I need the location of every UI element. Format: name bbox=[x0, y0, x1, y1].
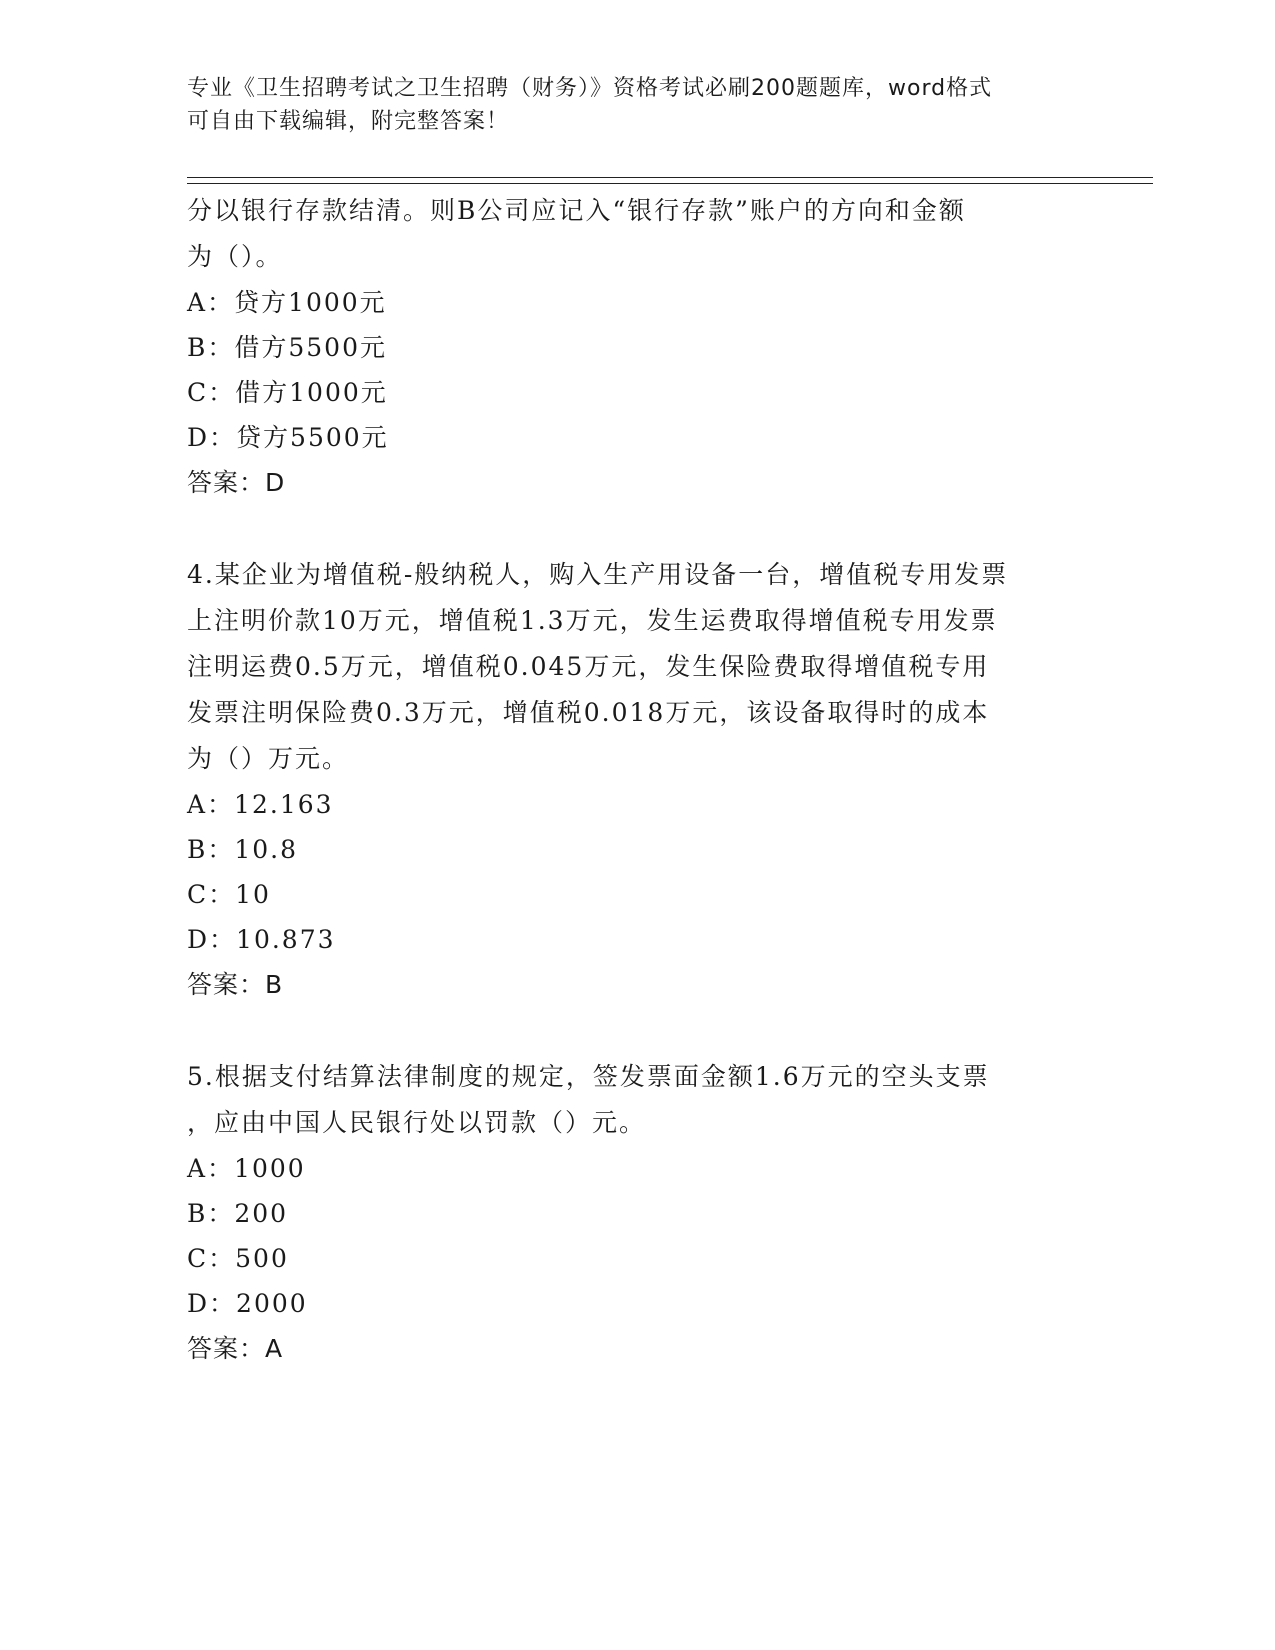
header-line-2: 可自由下载编辑，附完整答案！ bbox=[187, 109, 510, 134]
option-a: A：12.163 bbox=[187, 790, 334, 819]
question-stem-line: 分以银行存款结清。则B公司应记入“银行存款”账户的方向和金额 bbox=[187, 196, 966, 225]
answer-line: 答案：B bbox=[187, 970, 284, 999]
option-b: B：借方5500元 bbox=[187, 333, 387, 362]
option-c: C：500 bbox=[187, 1244, 289, 1273]
question-3 bbox=[187, 188, 1087, 505]
question-stem-line: 4.某企业为增值税-般纳税人，购入生产用设备一台，增值税专用发票 bbox=[187, 560, 1009, 589]
header-rule-bottom bbox=[187, 183, 1153, 184]
option-b: B：10.8 bbox=[187, 835, 299, 864]
option-d: D：10.873 bbox=[187, 925, 336, 954]
question-4 bbox=[187, 552, 1087, 1007]
option-b: B：200 bbox=[187, 1199, 289, 1228]
answer-line: 答案：D bbox=[187, 468, 286, 497]
question-5 bbox=[187, 1054, 1087, 1371]
question-stem-line: 5.根据支付结算法律制度的规定，签发票面金额1.6万元的空头支票 bbox=[187, 1062, 990, 1091]
option-c: C：10 bbox=[187, 880, 271, 909]
option-a: A：1000 bbox=[187, 1154, 306, 1183]
option-d: D：贷方5500元 bbox=[187, 423, 389, 452]
question-stem-line: 注明运费0.5万元，增值税0.045万元，发生保险费取得增值税专用 bbox=[187, 652, 990, 681]
document-header bbox=[187, 72, 1087, 138]
header-rule-top bbox=[187, 177, 1153, 178]
option-a: A：贷方1000元 bbox=[187, 288, 387, 317]
question-stem-line: 为（）。 bbox=[187, 242, 283, 271]
question-stem-line: 为（）万元。 bbox=[187, 744, 350, 773]
option-d: D：2000 bbox=[187, 1289, 308, 1318]
spacer bbox=[187, 505, 1087, 552]
question-stem-line: 上注明价款10万元，增值税1.3万元，发生运费取得增值税专用发票 bbox=[187, 606, 998, 635]
header-line-1: 专业《卫生招聘考试之卫生招聘（财务）》资格考试必刷200题题库，word格式 bbox=[187, 76, 993, 101]
question-stem-line: ，应由中国人民银行处以罚款（）元。 bbox=[187, 1108, 647, 1137]
document-body bbox=[187, 188, 1087, 1371]
question-stem-line: 发票注明保险费0.3万元，增值税0.018万元，该设备取得时的成本 bbox=[187, 698, 990, 727]
answer-line: 答案：A bbox=[187, 1334, 284, 1363]
option-c: C：借方1000元 bbox=[187, 378, 388, 407]
spacer bbox=[187, 1007, 1087, 1054]
